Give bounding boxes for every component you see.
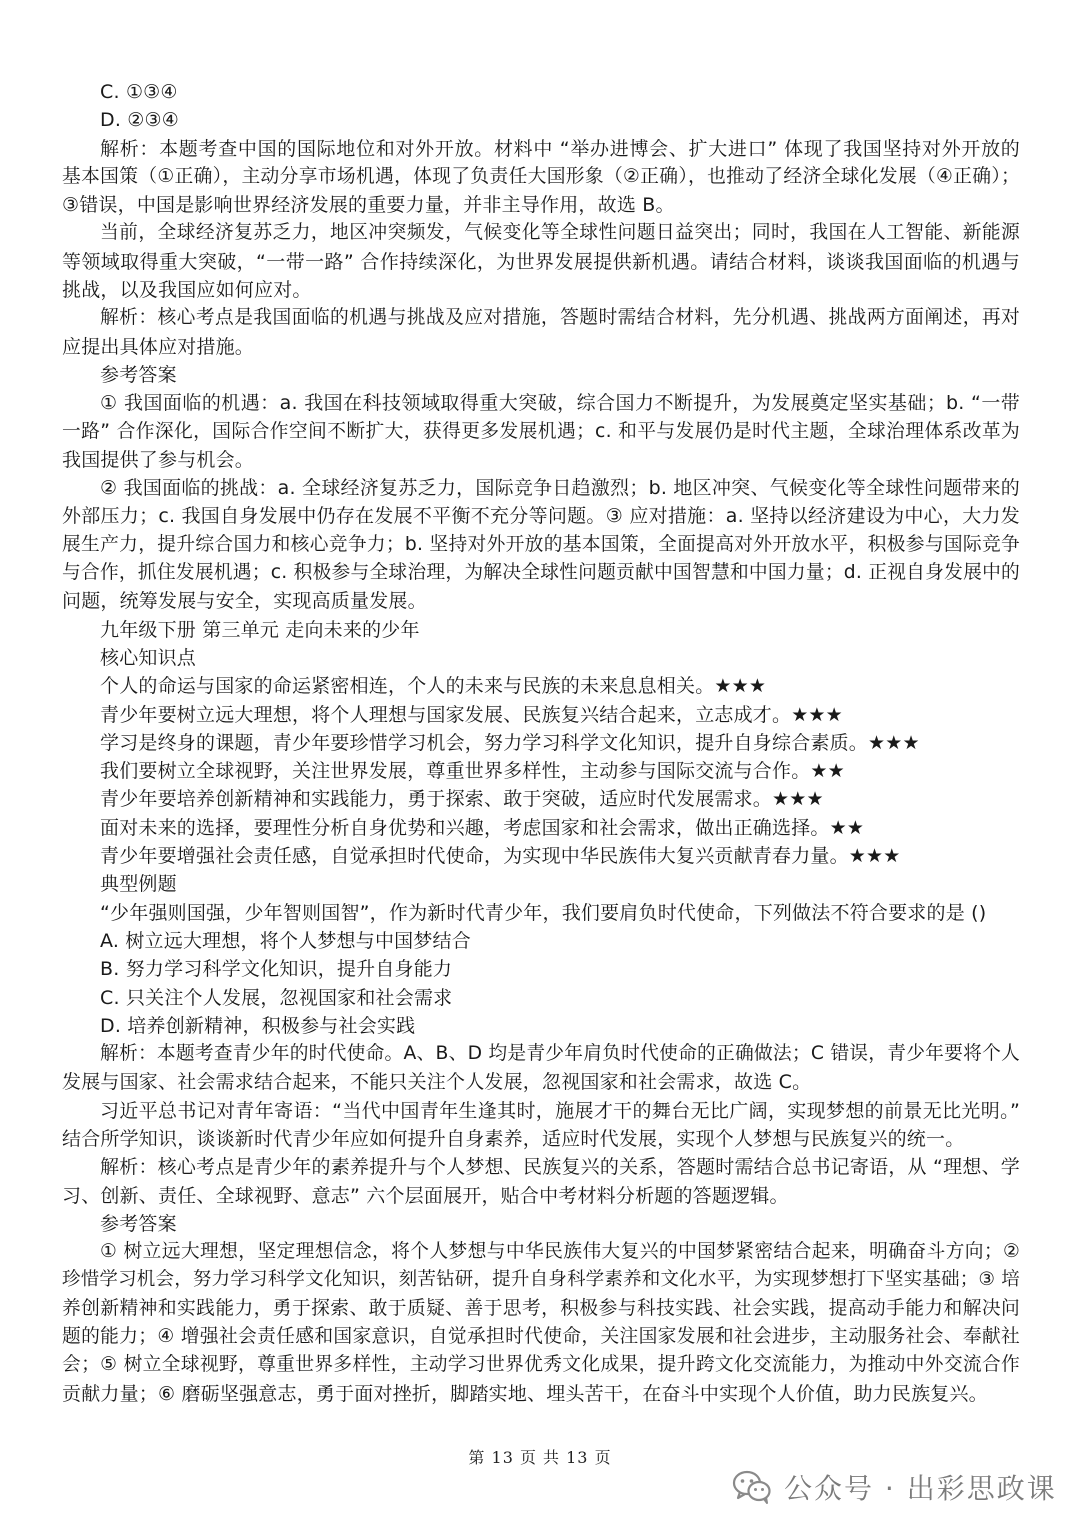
text-line: 我们要树立全球视野，关注世界发展，尊重世界多样性，主动参与国际交流与合作。★★ xyxy=(100,760,845,783)
text-line: 习、创新、责任、全球视野、意志” 六个层面展开，贴合中考材料分析题的答题逻辑。 xyxy=(62,1184,789,1207)
text-line: 应提出具体应对措施。 xyxy=(62,335,255,358)
watermark xyxy=(732,1462,1057,1512)
text-line: 典型例题 xyxy=(100,873,177,896)
text-line: 青少年要培养创新精神和实践能力，勇于探索、敢于突破，适应时代发展需求。★★★ xyxy=(100,788,824,811)
text-line: 展生产力，提升综合国力和核心竞争力；b. 坚持对外开放的基本国策，全面提高对外开放水平，积极参与国际竞争 xyxy=(62,533,1020,555)
text-line: 参考答案 xyxy=(100,363,177,386)
text-line: 解析：本题考查中国的国际地位和对外开放。材料中 “举办进博会、扩大进口” 体现了我国坚持对外开放的 xyxy=(100,137,1020,160)
text-line: 挑战，以及我国应如何应对。 xyxy=(62,279,312,302)
text-line: 一路” 合作深化，国际合作空间不断扩大，获得更多发展机遇；c. 和平与发展仍是时代主题，全球治理体系改革为 xyxy=(62,420,1020,442)
text-line: ② 我国面临的挑战：a. 全球经济复苏乏力，国际竞争日趋激烈；b. 地区冲突、气候变化等全球性问题带来的 xyxy=(100,477,1020,500)
text-line: 珍惜学习机会，努力学习科学文化知识，刻苦钻研，提升自身科学素养和文化水平，为实现梦想打下坚实基础；③ 培 xyxy=(62,1269,1020,1291)
text-line: 会；⑤ 树立全球视野，尊重世界多样性，主动学习世界优秀文化成果，提升跨文化交流能力，为推动中外交流合作 xyxy=(62,1354,1020,1376)
text-line: 核心知识点 xyxy=(100,646,197,669)
text-line: A. 树立远大理想，将个人梦想与中国梦结合 xyxy=(100,929,471,952)
text-line: 养创新精神和实践能力，勇于探索、敢于质疑、善于思考，积极参与科技实践、社会实践，提高动手能力和解决问 xyxy=(62,1297,1020,1319)
text-line: 解析：核心考点是青少年的素养提升与个人梦想、民族复兴的关系，答题时需结合总书记寄语，从 “理想、学 xyxy=(100,1156,1020,1179)
text-line: 面对未来的选择，要理性分析自身优势和兴趣，考虑国家和社会需求，做出正确选择。★★ xyxy=(100,816,865,839)
text-line: “少年强则国强，少年智则国智”，作为新时代青少年，我们要肩负时代使命，下列做法不符合要求的是 () xyxy=(100,901,987,924)
text-line: 青少年要增强社会责任感，自觉承担时代使命，为实现中华民族伟大复兴贡献青春力量。★★★ xyxy=(100,845,901,868)
text-line: C. ①③④ xyxy=(100,81,178,103)
text-line: 参考答案 xyxy=(100,1212,177,1235)
text-line: 题的能力；④ 增强社会责任感和国家意识，自觉承担时代使命，关注国家发展和社会进步，主动服务社会、奉献社 xyxy=(62,1326,1020,1348)
wechat-icon xyxy=(732,1470,772,1504)
text-line: 青少年要树立远大理想，将个人理想与国家发展、民族复兴结合起来，立志成才。★★★ xyxy=(100,703,843,726)
text-line: 外部压力；c. 我国自身发展中仍存在发展不平衡不充分等问题。③ 应对措施：a. 坚持以经济建设为中心，大力发 xyxy=(62,505,1020,528)
text-line: D. 培养创新精神，积极参与社会实践 xyxy=(100,1014,416,1037)
text-line: 问题，统筹发展与安全，实现高质量发展。 xyxy=(62,590,427,613)
text-line: 贡献力量；⑥ 磨砺坚强意志，勇于面对挫折，脚踏实地、埋头苦干，在奋斗中实现个人价值，助力民族复兴。 xyxy=(62,1382,988,1405)
text-line: 九年级下册 第三单元 走向未来的少年 xyxy=(100,618,420,641)
text-line: 当前，全球经济复苏乏力，地区冲突频发，气候变化等全球性问题日益突出；同时，我国在人工智能、新能源 xyxy=(100,222,1020,244)
text-line: 与合作，抓住发展机遇；c. 积极参与全球治理，为解决全球性问题贡献中国智慧和中国力量；d. 正视自身发展中的 xyxy=(62,562,1020,584)
text-line: ① 我国面临的机遇：a. 我国在科技领域取得重大突破，综合国力不断提升，为发展奠定坚实基础；b. “一带 xyxy=(100,392,1020,415)
text-line: ① 树立远大理想，坚定理想信念，将个人梦想与中华民族伟大复兴的中国梦紧密结合起来，明确奋斗方向；② xyxy=(100,1241,1020,1263)
text-line: 解析：核心考点是我国面临的机遇与挑战及应对措施，答题时需结合材料，先分机遇、挑战两方面阐述，再对 xyxy=(100,307,1020,329)
text-line: 发展与国家、社会需求结合起来，不能只关注个人发展，忽视国家和社会需求，故选 C。 xyxy=(62,1071,812,1094)
text-line: 基本国策（①正确），主动分享市场机遇，体现了负责任大国形象（②正确），也推动了经济全球化发展（④正确）； xyxy=(62,165,1020,187)
text-line: 个人的命运与国家的命运紧密相连，个人的未来与民族的未来息息相关。★★★ xyxy=(100,675,767,698)
text-line: 等领域取得重大突破，“一带一路” 合作持续深化，为世界发展提供新机遇。请结合材料，谈谈我国面临的机遇与 xyxy=(62,250,1020,273)
text-line: 结合所学知识，谈谈新时代青少年应如何提升自身素养，适应时代发展，实现个人梦想与民族复兴的统一。 xyxy=(62,1127,965,1150)
text-line: 学习是终身的课题，青少年要珍惜学习机会，努力学习科学文化知识，提升自身综合素质。★★★ xyxy=(100,731,920,754)
text-line: D. ②③④ xyxy=(100,109,180,132)
text-line: 解析：本题考查青少年的时代使命。A、B、D 均是青少年肩负时代使命的正确做法；C 错误，青少年要将个人 xyxy=(100,1043,1020,1065)
text-line: 我国提供了参与机会。 xyxy=(62,448,255,471)
text-line: C. 只关注个人发展，忽视国家和社会需求 xyxy=(100,986,453,1009)
text-line: ③错误，中国是影响世界经济发展的重要力量，并非主导作用，故选 B。 xyxy=(62,194,675,217)
text-line: 习近平总书记对青年寄语：“当代中国青年生逢其时，施展才干的舞台无比广阔，实现梦想的前景无比光明。” xyxy=(100,1099,1020,1122)
text-line: B. 努力学习科学文化知识，提升自身能力 xyxy=(100,958,453,981)
page-number-label: 第 13 页 共 13 页 xyxy=(468,1448,612,1467)
watermark-text: 公众号 · 出彩思政课 xyxy=(784,1472,1057,1505)
document-body xyxy=(62,78,1020,1408)
